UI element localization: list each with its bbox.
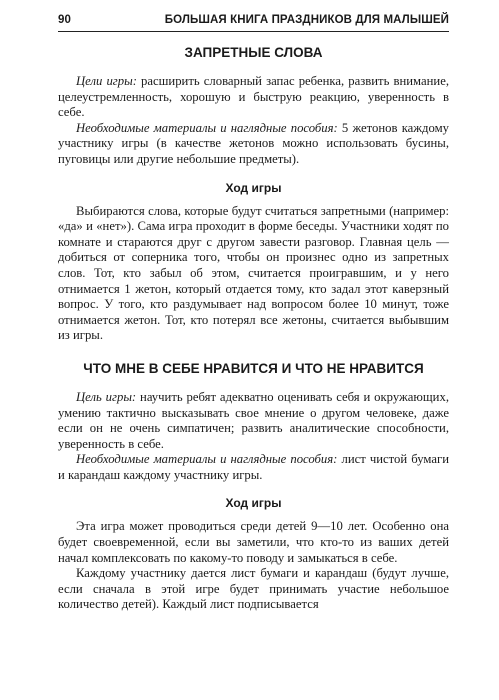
goal-paragraph <box>58 74 449 121</box>
goal-label: Цель игры: <box>76 389 137 404</box>
materials-label: Необходимые материалы и наглядные пособия: <box>76 452 338 467</box>
goal-text: научить ребят адекватно оценивать себя и окружающих, умению тактично высказывать свое мнение о другом человеке, даже если он не очень симпатичен; развить аналитические способности, уверенность в себе. <box>58 389 449 451</box>
page-number: 90 <box>58 14 71 26</box>
running-title: БОЛЬШАЯ КНИГА ПРАЗДНИКОВ ДЛЯ МАЛЫШЕЙ <box>164 14 449 26</box>
course-paragraph: Эта игра может проводиться среди детей 9—10 лет. Особенно она будет своевременной, если вы заметили, что кто-то из ваших детей начал комплексовать по какому-то поводу и замыкаться в себе. <box>58 519 449 565</box>
materials-label: Необходимые материалы и наглядные пособия: <box>76 120 338 135</box>
page-content <box>58 44 449 613</box>
goal-paragraph <box>58 390 449 452</box>
materials-paragraph <box>58 452 449 483</box>
subsection-title: Ход игры <box>225 180 282 195</box>
header-rule <box>58 31 449 32</box>
course-paragraph: Выбираются слова, которые будут считаться запретными (например: «да» и «нет»). Сама игра проходит в форме беседы. Участники ходят по комнате и стараются друг с другом завести разговор. Главная цель — добиться от соперника того, чтобы он произнес одно из запретных слов. Тот, кто забыл об этом, считается проигравшим, и у него отнимается 1 жетон, который отдается тому, кто задал этот каверзный вопрос. У того, кто раздумывает над вопросом более 10 минут, тоже отнимается жетон. Тот, кто потерял все жетоны, считается выбывшим из игры. <box>58 203 449 343</box>
materials-paragraph <box>58 121 449 168</box>
goal-text: расширить словарный запас ребенка, развить внимание, целеустремленность, хорошую и быструю реакцию, уверенность в себе. <box>58 74 450 120</box>
section-title: ЧТО МНЕ В СЕБЕ НРАВИТСЯ И ЧТО НЕ НРАВИТСЯ <box>83 360 424 376</box>
materials-text: 5 жетонов каждому участнику игры (в качестве жетонов можно использовать бусины, пуговицы или другие небольшие предметы). <box>58 120 449 166</box>
materials-text: лист чистой бумаги и карандаш каждому участнику игры. <box>58 452 449 482</box>
section-title: ЗАПРЕТНЫЕ СЛОВА <box>184 45 323 60</box>
course-paragraph: Каждому участнику дается лист бумаги и карандаш (будут лучше, если сначала в этой игре будет принимать участие небольшое количество детей). Каждый лист подписывается <box>58 566 449 612</box>
goal-label: Цели игры: <box>76 74 137 88</box>
running-head <box>58 14 449 26</box>
subsection-title: Ход игры <box>225 496 282 511</box>
